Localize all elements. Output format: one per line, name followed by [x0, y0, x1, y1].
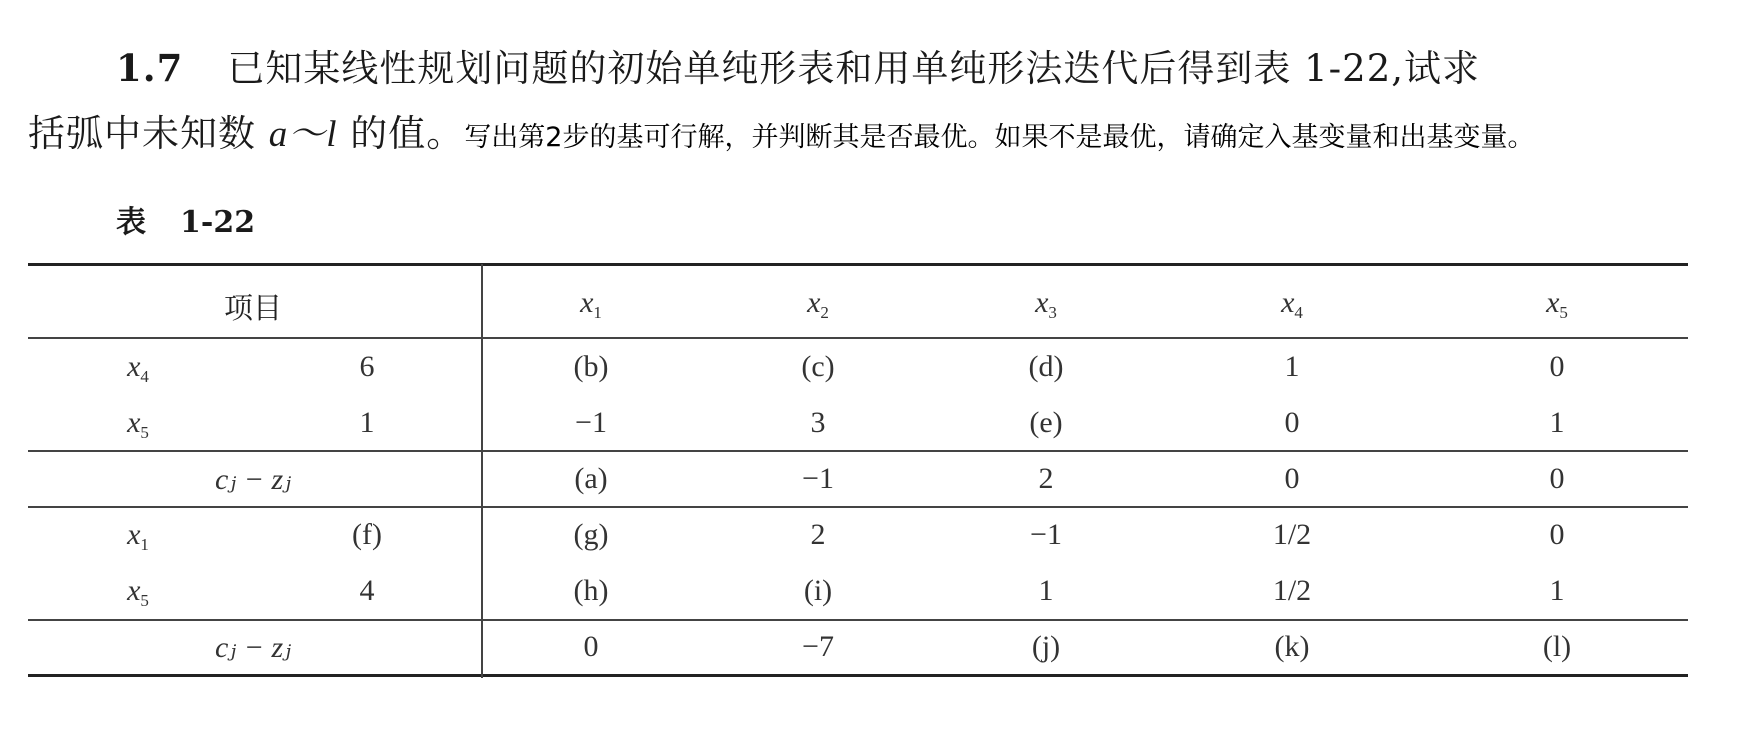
- row4-cell-4: 1/2: [1272, 518, 1312, 551]
- row4-cell-1: (g): [573, 518, 609, 551]
- appended-question: 写出第2步的基可行解，并判断其是否最优。如果不是最优，请确定入基变量和出基变量。: [464, 122, 1535, 153]
- header-x3-var: x: [1035, 286, 1049, 319]
- row3-cell-5: 0: [1549, 462, 1565, 495]
- row1-cell-3: (d): [1028, 350, 1064, 383]
- row2-basis-sub: 5: [140, 423, 149, 442]
- table-top-rule: [28, 263, 1688, 266]
- row6-cell-4: (k): [1274, 630, 1310, 663]
- row4-cell-2: 2: [810, 518, 826, 551]
- table-column-divider: [481, 264, 483, 678]
- table-caption-label: 表: [116, 205, 146, 240]
- header-x1-sub: 1: [593, 303, 602, 322]
- problem-text-line-2b: 的值。: [337, 112, 465, 155]
- row5-cell-4: 1/2: [1272, 574, 1312, 607]
- row3-cell-3: 2: [1038, 462, 1054, 495]
- section-rule-3: [28, 619, 1688, 621]
- row5-rhs: 4: [359, 574, 375, 607]
- row3-cell-1: (a): [574, 462, 608, 495]
- header-rule: [28, 337, 1688, 339]
- row2-basis-var: x: [127, 406, 141, 439]
- row4-cell-5: 0: [1549, 518, 1565, 551]
- header-x4: [1281, 286, 1303, 323]
- row6-cell-3: (j): [1031, 630, 1061, 663]
- row1-basis: [127, 350, 149, 387]
- header-x4-var: x: [1281, 286, 1295, 319]
- unknowns-range: a～l: [268, 114, 338, 155]
- row1-basis-var: x: [127, 350, 141, 383]
- table-caption-number: 1-22: [180, 205, 256, 240]
- header-x4-sub: 4: [1294, 303, 1303, 322]
- header-x1: [580, 286, 602, 323]
- row4-basis-var: x: [127, 518, 141, 551]
- header-x2-var: x: [807, 286, 821, 319]
- row3-label: cⱼ − zⱼ: [214, 463, 292, 496]
- header-x3: [1035, 286, 1057, 323]
- section-rule-2: [28, 506, 1688, 508]
- row6-label: cⱼ − zⱼ: [214, 631, 292, 664]
- row6-cell-1: 0: [583, 630, 599, 663]
- row5-basis-sub: 5: [140, 591, 149, 610]
- header-x1-var: x: [580, 286, 594, 319]
- row2-cell-5: 1: [1549, 406, 1565, 439]
- row5-basis: [127, 574, 149, 611]
- row1-rhs: 6: [359, 350, 375, 383]
- row2-cell-4: 0: [1284, 406, 1300, 439]
- row4-basis-sub: 1: [140, 535, 149, 554]
- row3-cell-4: 0: [1284, 462, 1300, 495]
- row4-cell-3: −1: [1030, 518, 1062, 551]
- row3-cell-2: −1: [802, 462, 834, 495]
- header-item: 项目: [223, 291, 283, 325]
- header-x5-sub: 5: [1559, 303, 1568, 322]
- row2-cell-2: 3: [810, 406, 826, 439]
- row4-rhs: (f): [352, 518, 382, 551]
- row1-cell-4: 1: [1284, 350, 1300, 383]
- row5-cell-2: (i): [803, 574, 833, 607]
- header-x2-sub: 2: [820, 303, 829, 322]
- table-bottom-rule: [28, 674, 1688, 677]
- problem-text-line-2a: 括弧中未知数: [28, 112, 269, 155]
- problem-number: 1.7: [116, 46, 184, 90]
- row1-basis-sub: 4: [140, 367, 149, 386]
- problem-line-2: [28, 103, 1728, 157]
- row1-cell-1: (b): [573, 350, 609, 383]
- header-x5: [1546, 286, 1568, 323]
- row5-cell-1: (h): [573, 574, 609, 607]
- row5-cell-5: 1: [1549, 574, 1565, 607]
- problem-text-line-1: 已知某线性规划问题的初始单纯形表和用单纯形法迭代后得到表 1-22,试求: [227, 47, 1481, 90]
- row1-cell-2: (c): [801, 350, 835, 383]
- row1-cell-5: 0: [1549, 350, 1565, 383]
- header-x3-sub: 3: [1048, 303, 1057, 322]
- row5-basis-var: x: [127, 574, 141, 607]
- row6-cell-2: −7: [802, 630, 834, 663]
- header-x2: [807, 286, 829, 323]
- row6-cell-5: (l): [1542, 630, 1572, 663]
- row2-basis: [127, 406, 149, 443]
- row2-rhs: 1: [359, 406, 375, 439]
- row4-basis: [127, 518, 149, 555]
- row2-cell-1: −1: [575, 406, 607, 439]
- header-x5-var: x: [1546, 286, 1560, 319]
- section-rule-1: [28, 450, 1688, 452]
- row5-cell-3: 1: [1038, 574, 1054, 607]
- problem-line-1: [28, 38, 1728, 92]
- table-caption: [116, 197, 255, 241]
- row2-cell-3: (e): [1029, 406, 1063, 439]
